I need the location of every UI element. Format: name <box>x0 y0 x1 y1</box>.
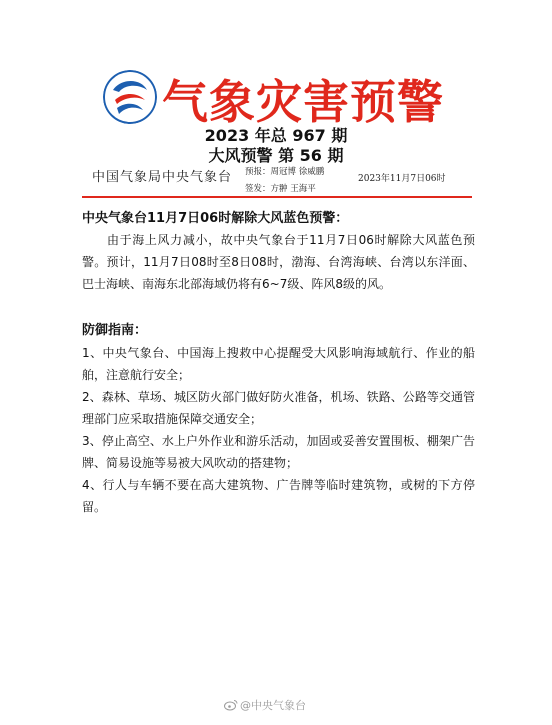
issue-number: 2023 年总 967 期 <box>204 126 348 145</box>
defense-guide-item: 4、行人与车辆不要在高大建筑物、广告牌等临时建筑物，或树的下方停留。 <box>82 478 475 514</box>
defense-guide-item: 1、中央气象台、中国海上搜救中心提醒受大风影响海域航行、作业的船舶，注意航行安全； <box>82 346 475 382</box>
watermark-text: @中央气象台 <box>240 699 306 712</box>
warning-body: 由于海上风力减小，故中央气象台于11月7日06时解除大风蓝色预警。预计，11月7日08时至8日08时，渤海、台湾海峡、台湾以东洋面、巴士海峡、南海东北部海域仍将有6~7级、阵风8级的风。 <box>82 233 475 291</box>
defense-guide-item: 3、停止高空、水上户外作业和游乐活动，加固或妥善安置围板、棚架广告牌、简易设施等易被大风吹动的搭建物； <box>82 434 475 470</box>
document-title: 气象灾害预警 <box>162 75 444 129</box>
defense-guide-title: 防御指南： <box>82 323 148 338</box>
weibo-icon <box>224 699 238 711</box>
warning-heading: 中央气象台11月7日06时解除大风蓝色预警： <box>82 211 349 226</box>
header-divider <box>82 196 472 198</box>
cma-logo <box>103 70 157 124</box>
defense-guide-item: 2、森林、草场、城区防火部门做好防火准备，机场、铁路、公路等交通管理部门应采取措施保障交通安全； <box>82 390 475 426</box>
forecasters: 预报：周冠博 徐威鹏 <box>245 167 325 177</box>
issue-date: 2023年11月7日06时 <box>358 174 446 184</box>
issuing-organization: 中国气象局中央气象台 <box>92 170 233 185</box>
issuer: 签发：方翀 王海平 <box>245 184 316 194</box>
warning-issue-number: 大风预警 第 56 期 <box>208 146 344 165</box>
watermark <box>224 697 306 713</box>
